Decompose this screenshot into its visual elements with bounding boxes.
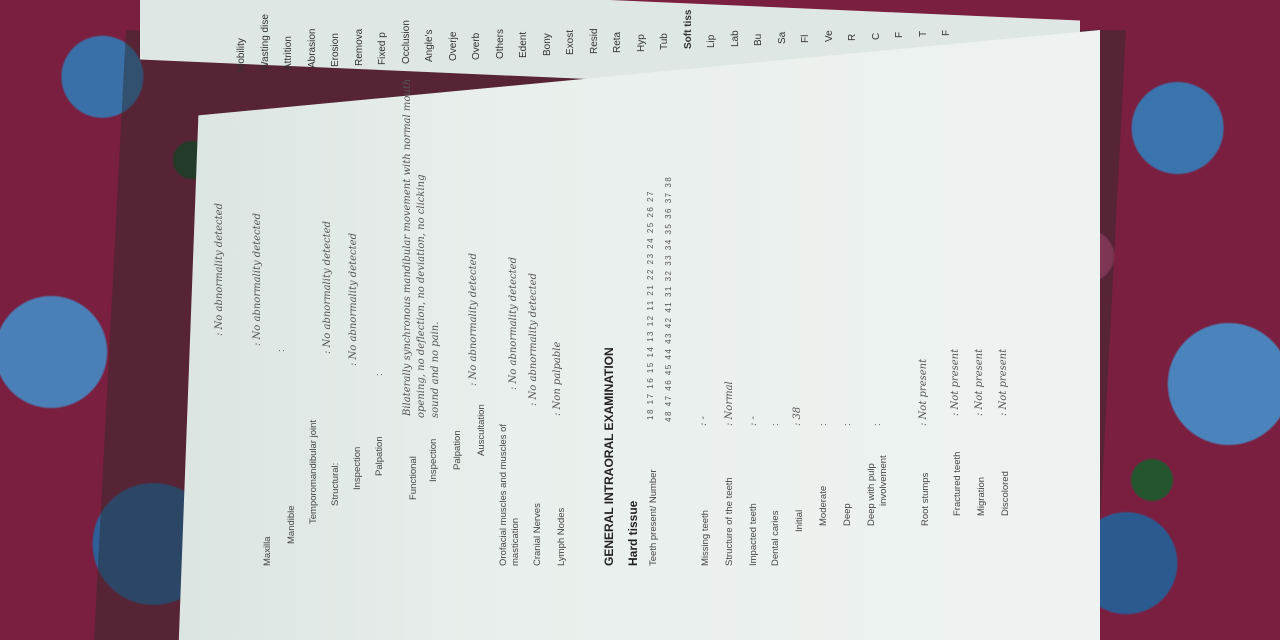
right-page-item: Fixed p (377, 32, 388, 65)
teeth-present-label: Teeth present/ Number (648, 469, 659, 566)
structural-inspection-value: : No abnormality detected (322, 221, 333, 354)
moderate-label: Moderate (818, 485, 829, 526)
functional-inspection-line1: Bilaterally synchronous mandibular movement with normal mouth (402, 78, 413, 416)
deep-label: Deep (842, 503, 853, 526)
structural-palpation-label: Palpation (374, 436, 385, 476)
right-page-item: Soft tiss (682, 9, 694, 50)
structural-label: Structural: (330, 462, 341, 506)
right-page-item: R (847, 33, 858, 41)
right-page-item: C (870, 32, 882, 40)
functional-palpation-label: Palpation (452, 430, 463, 470)
impacted-label: Impacted teeth (748, 503, 759, 566)
right-page-item: Others (494, 28, 506, 59)
mandible-value: : No abnormality detected (252, 213, 263, 346)
right-page-item: Erosion (330, 33, 341, 68)
missing-teeth-label: Missing teeth (700, 510, 711, 566)
structural-palpation-value: : No abnormality detected (348, 233, 359, 366)
functional-inspection-line2: opening, no deflection, no deviation, no clicking (416, 174, 427, 418)
functional-label: Functional (408, 456, 419, 500)
mandible-label: Mandible (286, 505, 297, 544)
migration-label: Migration (976, 476, 987, 516)
right-page-item: F (941, 29, 952, 36)
right-page-item: Lip (706, 34, 717, 48)
right-page-item: Overb (471, 32, 482, 60)
auscultation-label: Auscultation (476, 404, 487, 456)
right-page-item: F (894, 32, 905, 39)
section-title: GENERAL INTRAORAL EXAMINATION (602, 347, 616, 566)
dental-caries-value: : (770, 423, 781, 426)
discolored-label: Discolored (1000, 471, 1011, 516)
maxilla-label: Maxilla (262, 536, 273, 566)
right-page-item: T (917, 31, 929, 38)
discolored-value: : Not present (998, 348, 1009, 416)
right-page-item: Attrition (283, 35, 294, 70)
missing-teeth-value: : - (698, 416, 709, 426)
right-page-item: Resid (588, 28, 600, 54)
right-page-item: Overje (447, 31, 459, 62)
structural-inspection-label: Inspection (352, 446, 363, 490)
orofacial-value: : No abnormality detected (508, 257, 519, 390)
structure-label: Structure of the teeth (724, 477, 735, 566)
right-page-item: Ve (823, 30, 835, 42)
right-page-item: Bony (541, 33, 553, 57)
orofacial-label-1: Orofacial muscles and muscles of (498, 423, 509, 566)
right-page-item: Lab (729, 30, 741, 47)
right-page-item: Bu (753, 33, 764, 46)
right-page-item: Sa (776, 32, 788, 45)
fractured-label: Fractured teeth (952, 451, 963, 516)
functional-value: : (374, 373, 385, 376)
impacted-value: : - (748, 416, 759, 426)
lymph-nodes-label: Lymph Nodes (556, 507, 567, 566)
tmj-value: : (276, 349, 287, 352)
right-page-item: Mobility (236, 38, 247, 72)
right-page-item: Edent (518, 31, 529, 58)
auscultation-value: : No abnormality detected (468, 253, 479, 386)
deep-value: : (842, 423, 853, 426)
cranial-nerves-value: : No abnormality detected (528, 273, 539, 406)
right-page-item: Occlusion (400, 19, 412, 64)
migration-value: : Not present (974, 348, 985, 416)
tmj-label: Temporomandibular joint (308, 419, 319, 524)
initial-value: : 38 (792, 406, 803, 426)
functional-palpation-value: sound and no pain. (430, 321, 441, 418)
deep-pulp-label-1: Deep with pulp (866, 463, 877, 526)
root-stumps-value: : Not present (918, 358, 929, 426)
fractured-value: : Not present (950, 348, 961, 416)
functional-inspection-label: Inspection (428, 438, 439, 482)
right-page-item: Remova (353, 28, 365, 66)
hard-tissue-heading: Hard tissue (626, 500, 640, 566)
right-page-item: Abrasion (306, 28, 318, 69)
right-page-item: Angle's (424, 29, 435, 63)
maxilla-value: : No abnormality detected (214, 203, 225, 336)
teeth-upper-row: 18 17 16 15 14 13 12 11 21 22 23 24 25 26 27 (646, 190, 655, 420)
right-page-item: Tub (659, 33, 670, 51)
root-stumps-label: Root stumps (920, 472, 931, 526)
structure-value: : Normal (724, 381, 735, 426)
orofacial-label-2: mastication (510, 517, 521, 566)
right-page-item: Fl (800, 34, 811, 44)
dental-caries-label: Dental caries (770, 510, 781, 566)
right-page-item: Exost (565, 30, 576, 56)
initial-label: Initial (794, 509, 805, 532)
teeth-lower-row: 48 47 46 45 44 43 42 41 31 32 33 34 35 36 37 38 (664, 175, 673, 422)
right-page-item: Reta (612, 31, 623, 53)
deep-pulp-value: : (872, 423, 883, 426)
right-page-item: Hyp (635, 33, 647, 52)
lymph-nodes-value: : Non palpable (552, 341, 563, 416)
cranial-nerves-label: Cranial Nerves (532, 503, 543, 566)
right-page-item: Wasting dise (259, 13, 271, 71)
moderate-value: : (818, 423, 829, 426)
deep-pulp-label-2: involvement (878, 455, 889, 506)
